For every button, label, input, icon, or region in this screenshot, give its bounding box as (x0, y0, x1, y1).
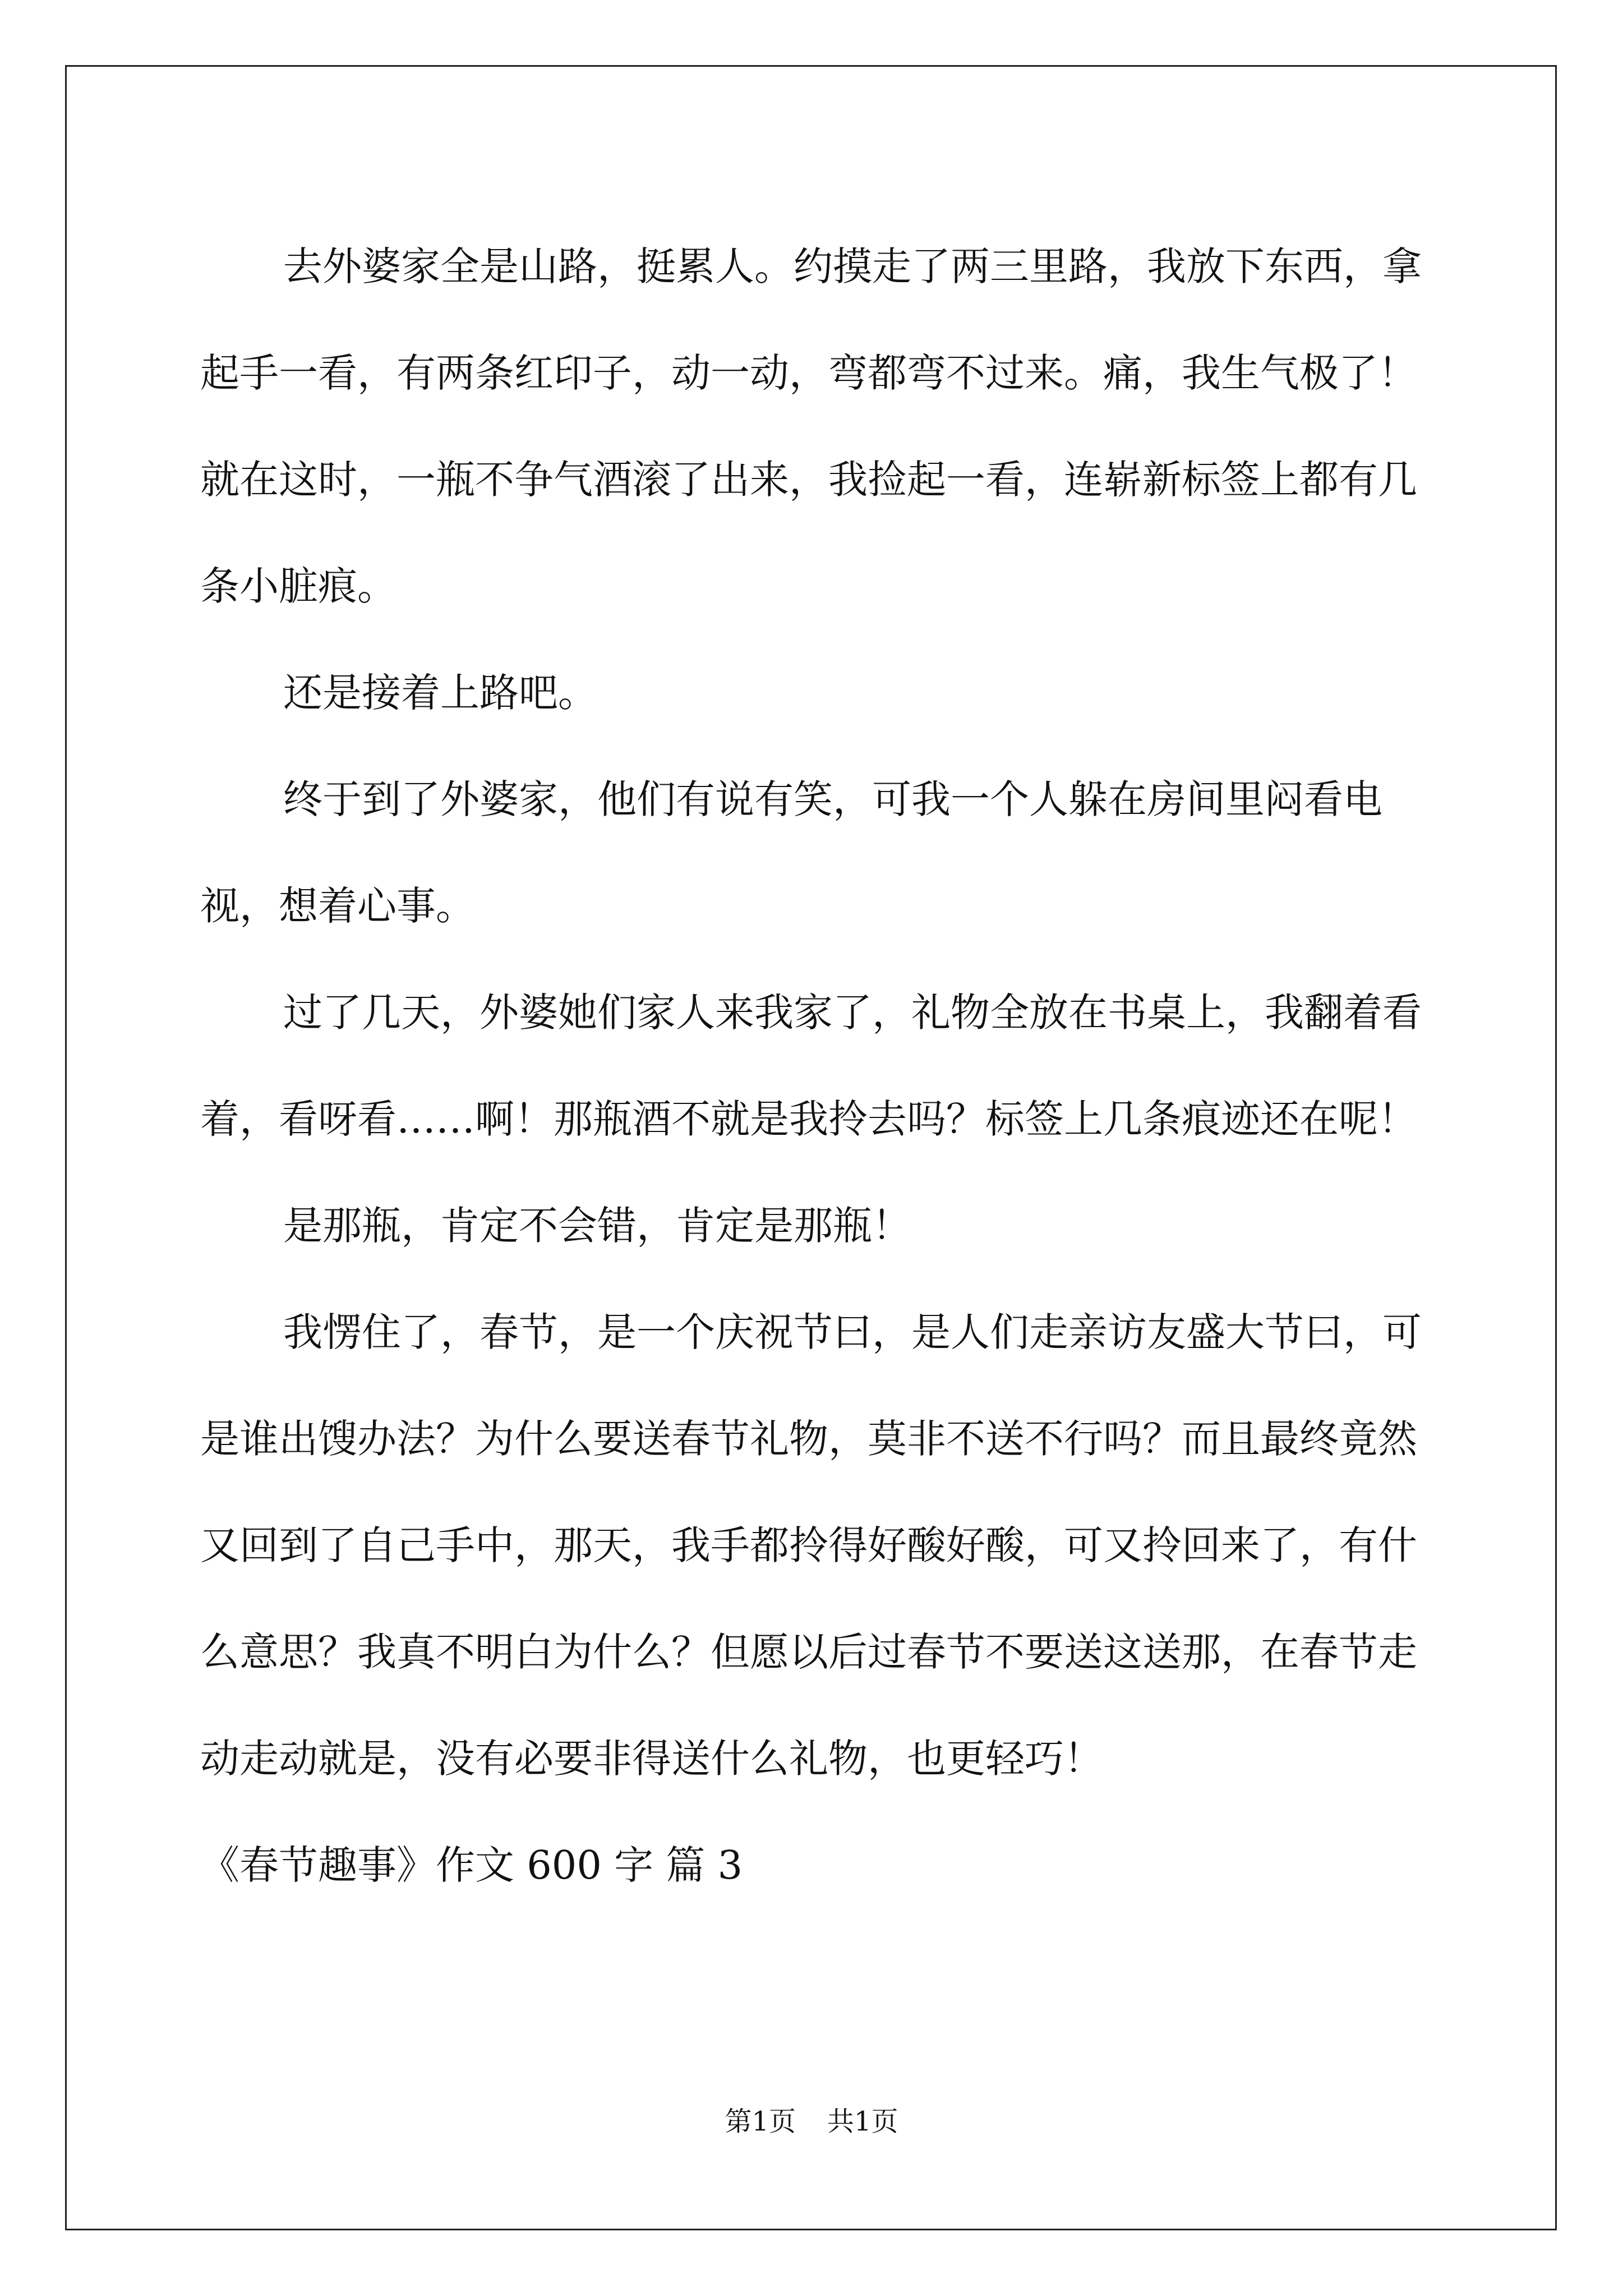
section-heading: 《春节趣事》作文 600 字 篇 3 (200, 1842, 743, 1888)
paragraph: 过了几天，外婆她们家人来我家了，礼物全放在书桌上，我翻着看着，看呀看……啊！那瓶酒不就是我拎去吗？标签上几条痕迹还在呢！ (200, 990, 1422, 1142)
paragraph: 终于到了外婆家，他们有说有笑，可我一个人躲在房间里闷看电视，想着心事。 (200, 776, 1382, 929)
paragraph: 还是接着上路吧。 (283, 670, 597, 716)
paragraph: 是那瓶，肯定不会错，肯定是那瓶！ (283, 1203, 911, 1249)
document-body (200, 213, 1434, 1918)
paragraph: 我愣住了，春节，是一个庆祝节曰，是人们走亲访友盛大节曰，可是谁出馊办法？为什么要送春节礼物，莫非不送不行吗？而且最终竟然又回到了自己手中，那天，我手都拎得好酸好酸，可又拎回来了，有什么意思？我真不明白为什么？但愿以后过春节不要送这送那，在春节走动走动就是，没有必要非得送什么礼物，也更轻巧！ (200, 1309, 1422, 1782)
page-total: 共1页 (827, 2106, 898, 2137)
page-number: 第1页 (725, 2106, 796, 2137)
page-footer (0, 2105, 1623, 2138)
paragraph: 去外婆家全是山路，挺累人。约摸走了两三里路，我放下东西，拿起手一看，有两条红印子，动一动，弯都弯不过来。痛，我生气极了！就在这时，一瓶不争气酒滚了出来，我捡起一看，连崭新标签上都有几条小脏痕。 (200, 243, 1422, 609)
